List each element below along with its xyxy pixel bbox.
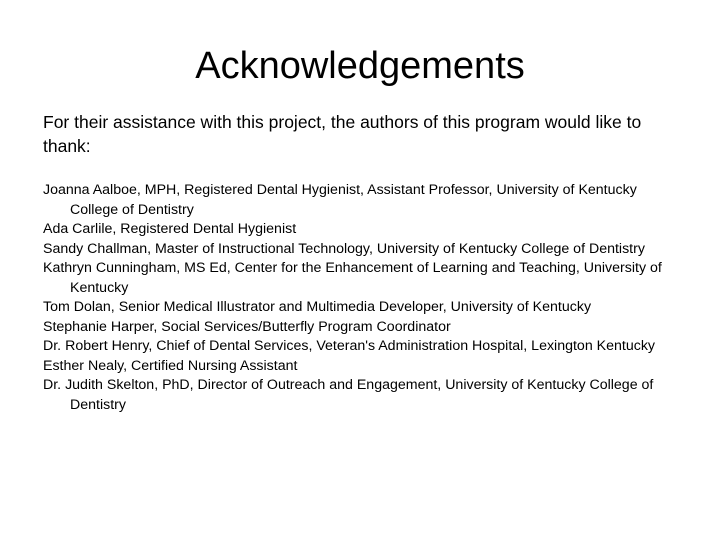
list-item: Esther Nealy, Certified Nursing Assistant	[43, 357, 298, 374]
list-item: Dr. Robert Henry, Chief of Dental Services, Veteran's Administration Hospital, Lexington Kentucky	[43, 338, 656, 354]
list-item: Tom Dolan, Senior Medical Illustrator and Multimedia Developer, University of Kentucky	[43, 299, 592, 315]
list-item: Sandy Challman, Master of Instructional Technology, University of Kentucky College of Dentistry	[43, 240, 645, 257]
list-item: Kathryn Cunningham, MS Ed, Center for the Enhancement of Learning and Teaching, University of Kentucky	[43, 260, 662, 296]
slide-title: Acknowledgements	[195, 45, 525, 87]
list-item: Ada Carlile, Registered Dental Hygienist	[43, 221, 297, 237]
list-item: Stephanie Harper, Social Services/Butterfly Program Coordinator	[43, 318, 451, 335]
intro-text: For their assistance with this project, the authors of this program would like to thank:	[43, 112, 642, 156]
list-item: Dr. Judith Skelton, PhD, Director of Outreach and Engagement, University of Kentucky College of Dentistry	[43, 377, 654, 413]
acknowledgement-list	[43, 181, 683, 415]
list-item: Joanna Aalboe, MPH, Registered Dental Hygienist, Assistant Professor, University of Kentucky College of Dentistry	[43, 182, 637, 218]
